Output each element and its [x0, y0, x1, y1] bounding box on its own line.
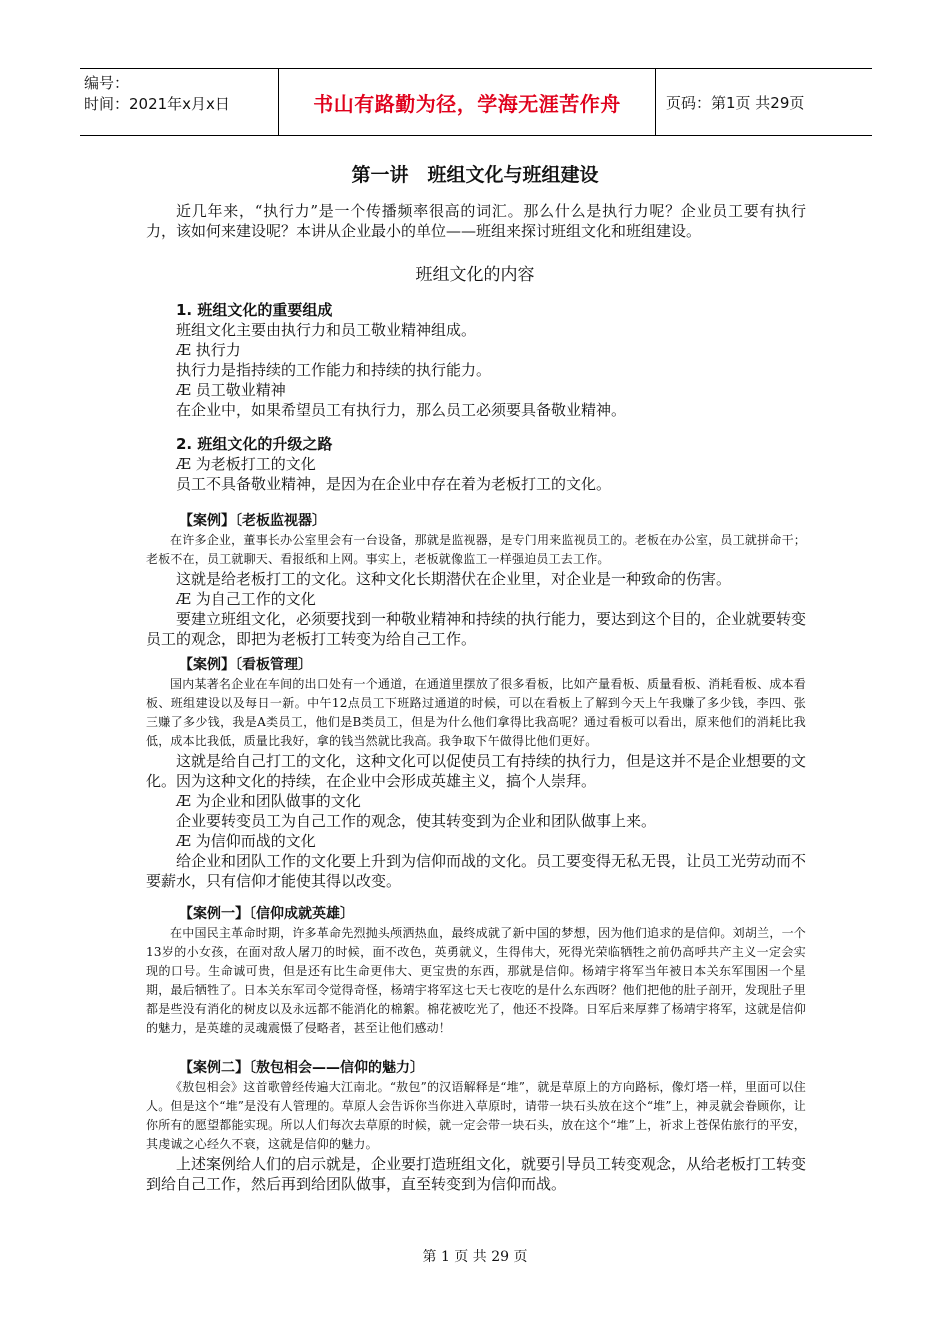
part1-bullet: Æ 执行力: [176, 341, 241, 359]
part2-line: 员工不具备敬业精神，是因为在企业中存在着为老板打工的文化。: [176, 475, 612, 493]
part1-line: 班组文化主要由执行力和员工敬业精神组成。: [176, 321, 477, 339]
case-tag: 【案例】: [179, 513, 235, 529]
culture-bullet: Æ 为自己工作的文化: [176, 590, 316, 608]
part1-heading: 1. 班组文化的重要组成: [176, 301, 333, 319]
body-paragraph: 给企业和团队工作的文化要上升到为信仰而战的文化。员工要变得无私无畏，让员工光劳动而不要薪水，只有信仰才能使其得以改变。: [146, 852, 807, 890]
case-title: [146, 511, 806, 531]
culture-bullet: Æ 为信仰而战的文化: [176, 832, 316, 850]
body-paragraph: 这就是给自己打工的文化，这种文化可以促使员工有持续的执行力，但是这并不是企业想要的文化。因为这种文化的持续，在企业中会形成英雄主义，搞个人崇拜。: [146, 752, 807, 790]
part1-block: [146, 300, 806, 420]
conclusion-paragraph: 上述案例给人们的启示就是，企业要打造班组文化，就要引导员工转变观念，从给老板打工转变到给自己工作，然后再到给团队做事，直至转变到为信仰而战。: [146, 1155, 807, 1193]
case-tag: 【案例】: [179, 657, 235, 673]
body-paragraph: 要建立班组文化，必须要找到一种敬业精神和持续的执行能力，要达到这个目的，企业就要转变员工的观念，即把为老板打工转变为给自己工作。: [146, 610, 807, 648]
section-title: 班组文化的内容: [415, 265, 535, 285]
header-motto-cell: [278, 69, 656, 135]
case-name: 〔敖包相会——信仰的魅力〕: [249, 1060, 424, 1076]
part2-block: [146, 434, 806, 494]
case1-block: [146, 511, 806, 649]
case-tag: 【案例一】: [179, 906, 249, 922]
case4-block: [146, 1058, 806, 1194]
culture-bullet: Æ 为企业和团队做事的文化: [176, 792, 361, 810]
document-code: 编号：: [84, 74, 130, 92]
part2-heading: 2. 班组文化的升级之路: [176, 435, 333, 453]
header-page-number: 页码：第1页 共29页: [666, 93, 805, 112]
case-text: 在中国民主革命时期，许多革命先烈抛头颅洒热血，最终成就了新中国的梦想，因为他们追求的是信仰。刘胡兰，一个13岁的小女孩，在面对敌人屠刀的时候，面不改色，英勇就义，生得伟大，死得光荣临牺牲之前仍高呼共产主义一定会实现的口号。生命诚可贵，但是还有比生命更伟大、更宝贵的东西，那就是信仰。杨靖宇将军当年被日本关东军围困一个星期，最后牺牲了。日本关东军司令觉得奇怪，杨靖宇将军这七天七夜吃的是什么东西呀？他们把他的肚子剖开，发现肚子里都是些没有消化的树皮以及永远都不能消化的棉絮。棉花被吃光了，他还不投降。日军后来厚葬了杨靖宇将军，这就是信仰的魅力，是英雄的灵魂震慑了侵略者，甚至让他们感动！: [146, 926, 806, 1035]
case-name: 〔看板管理〕: [235, 657, 312, 673]
case2-block: [146, 655, 806, 891]
header-meta: [80, 69, 278, 135]
case-text: 在许多企业，董事长办公室里会有一台设备，那就是监视器，是专门用来监视员工的。老板在办公室，员工就拼命干；老板不在，员工就聊天、看报纸和上网。事实上，老板就像监工一样强迫员工去工作。: [146, 533, 806, 566]
header-motto: 书山有路勤为径，学海无涯苦作舟: [313, 91, 621, 116]
lecture-title: 第一讲 班组文化与班组建设: [351, 164, 599, 186]
part2-bullet: Æ 为老板打工的文化: [176, 455, 316, 473]
case-title: [146, 904, 806, 924]
body-paragraph: 企业要转变员工为自己工作的观念，使其转变到为企业和团队做事上来。: [176, 812, 657, 830]
body-paragraph: 这就是给老板打工的文化。这种文化长期潜伏在企业里，对企业是一种致命的伤害。: [176, 570, 732, 588]
intro-paragraph: 近几年来，“执行力”是一个传播频率很高的词汇。那么什么是执行力呢？企业员工要有执行力，该如何来建设呢？本讲从企业最小的单位——班组来探讨班组文化和班组建设。: [146, 202, 806, 240]
document-time: 时间：2021年x月x日: [84, 95, 230, 113]
case-tag: 【案例二】: [179, 1060, 249, 1076]
case-text: 国内某著名企业在车间的出口处有一个通道，在通道里摆放了很多看板，比如产量看板、质量看板、消耗看板、成本看板、班组建设以及每日一新。中午12点员工下班路过通道的时候，可以在看板上了解到今天上午我赚了多少钱，李四、张三赚了多少钱，我是A类员工，他们是B类员工，但是为什么他们拿得比我高呢？通过看板可以看出，原来他们的消耗比我低，成本比我低，质量比我好，拿的钱当然就比我高。我争取下午做得比他们更好。: [146, 677, 806, 748]
case-title: [146, 655, 806, 675]
case3-block: [146, 904, 806, 1038]
part1-line: 在企业中，如果希望员工有执行力，那么员工必须要具备敬业精神。: [176, 401, 627, 419]
case-text: 《敖包相会》这首歌曾经传遍大江南北。“敖包”的汉语解释是“堆”，就是草原上的方向路标，像灯塔一样，里面可以住人。但是这个“堆”是没有人管理的。草原人会告诉你当你进入草原时，请带一块石头放在这个“堆”上，神灵就会眷顾你，让你所有的愿望都能实现。所以人们每次去草原的时候，就一定会带一块石头，放在这个“堆”上，祈求上苍保佑旅行的平安，其虔诚之心经久不衰，这就是信仰的魅力。: [146, 1080, 806, 1151]
intro-block: [146, 201, 806, 241]
page-footer: 第 1 页 共 29 页: [422, 1249, 528, 1265]
part1-line: 执行力是指持续的工作能力和持续的执行能力。: [176, 361, 492, 379]
case-title: [146, 1058, 806, 1078]
part1-bullet: Æ 员工敬业精神: [176, 381, 286, 399]
page-header: [80, 68, 872, 136]
case-name: 〔老板监视器〕: [235, 513, 326, 529]
case-name: 〔信仰成就英雄〕: [249, 906, 354, 922]
